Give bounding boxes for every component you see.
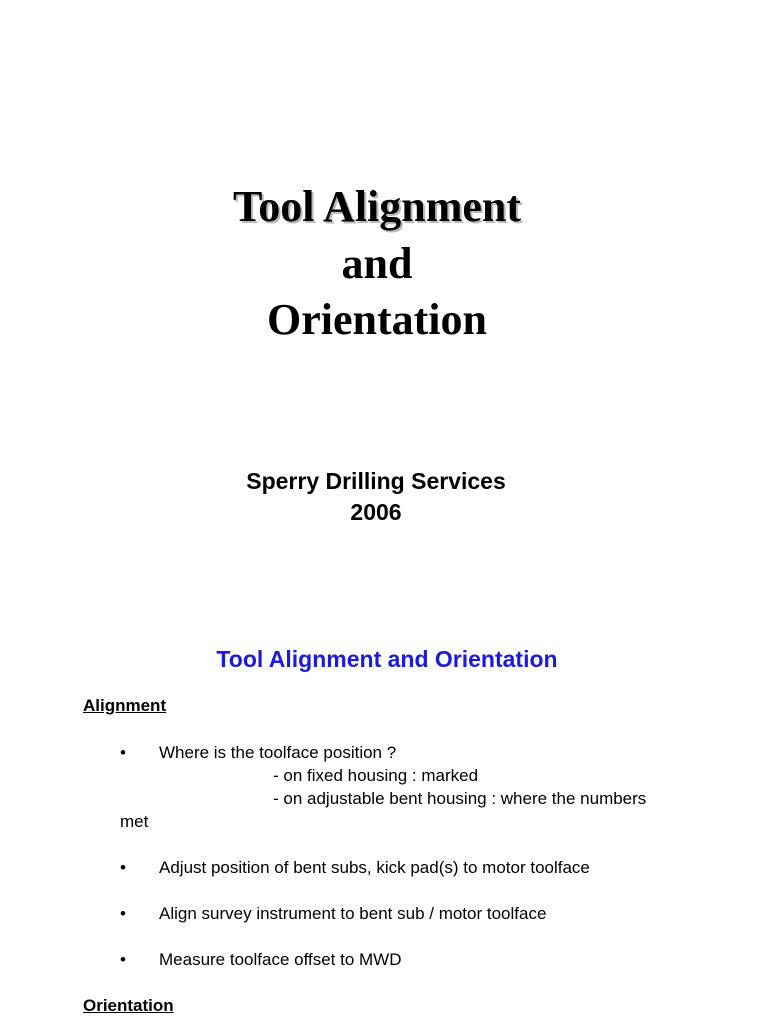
sub-item-adjustable-housing: - on adjustable bent housing : where the numbers <box>273 789 647 808</box>
bullet-icon: • <box>120 858 126 877</box>
orientation-heading: Orientation <box>83 996 174 1015</box>
alignment-heading: Alignment <box>83 696 167 715</box>
cover-title-orientation: Orientation <box>267 295 487 344</box>
cover-title: Tool Alignment <box>232 182 522 231</box>
sub-item-fixed-housing: - on fixed housing : marked <box>273 766 479 785</box>
cover-year: 2006 <box>350 499 402 525</box>
bullet-icon: • <box>120 904 126 923</box>
bullet-measure-offset: Measure toolface offset to MWD <box>159 950 402 969</box>
bullet-adjust-bent-subs: Adjust position of bent subs, kick pad(s) to motor toolface <box>159 858 590 877</box>
bullet-icon: • <box>120 743 126 762</box>
company-name: Sperry Drilling Services <box>246 468 506 494</box>
bullet-icon: • <box>120 950 126 969</box>
bullet-toolface-position: Where is the toolface position ? <box>159 743 397 762</box>
bullet-align-survey: Align survey instrument to bent sub / motor toolface <box>159 904 547 923</box>
sub-item-wrap-text: met <box>120 812 149 831</box>
cover-title-and: and <box>341 239 413 288</box>
section-heading: Tool Alignment and Orientation <box>216 646 558 672</box>
